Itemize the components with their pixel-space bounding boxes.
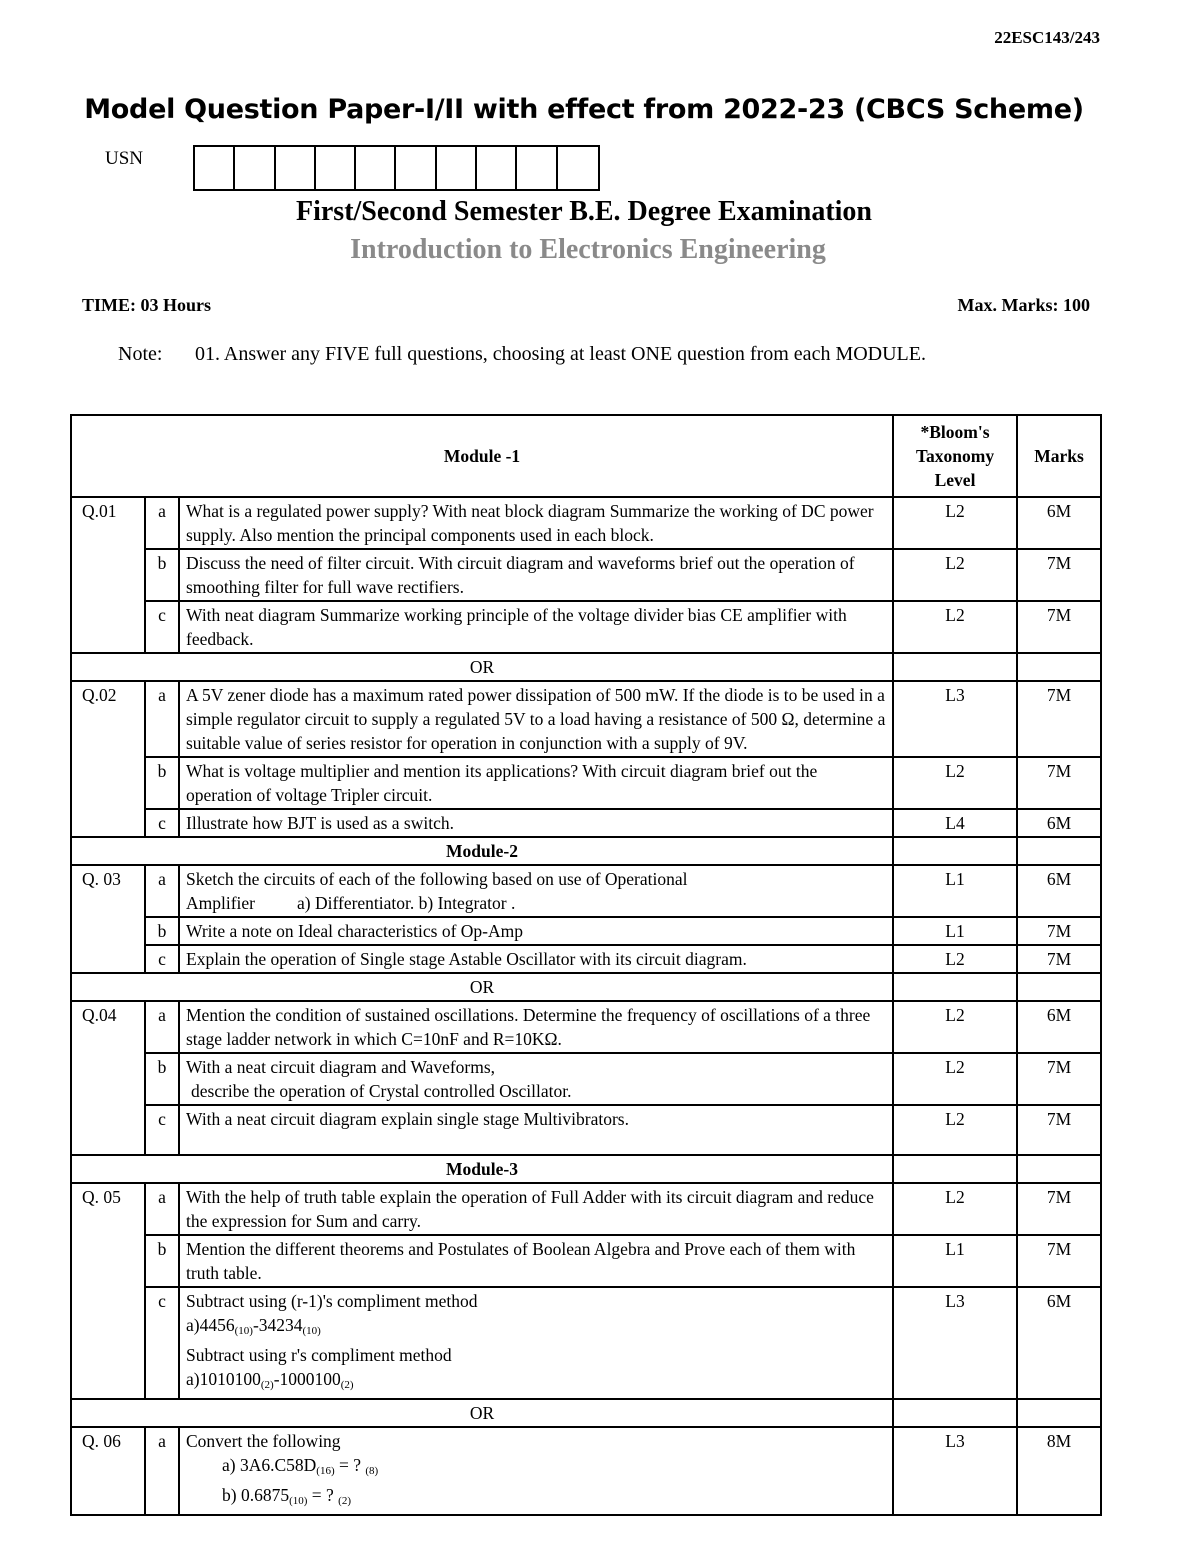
blooms-header: *Bloom's Taxonomy Level: [893, 415, 1017, 497]
usn-box[interactable]: [517, 147, 557, 189]
bloom-level: L3: [893, 681, 1017, 757]
question-line: Subtract using (r-1)'s compliment method: [186, 1291, 478, 1311]
question-line: describe the operation of Crystal controlled Oscillator.: [191, 1081, 572, 1101]
question-line: Convert the following: [186, 1431, 341, 1451]
usn-box[interactable]: [477, 147, 517, 189]
table-row: [71, 917, 1101, 945]
subject-title: Introduction to Electronics Engineering: [350, 234, 826, 265]
bloom-level: L1: [893, 917, 1017, 945]
question-text: Explain the operation of Single stage Astable Oscillator with its circuit diagram.: [179, 945, 893, 973]
module-heading: Module -1: [71, 415, 893, 497]
question-marks: 8M: [1017, 1427, 1101, 1515]
question-fragment: a) Differentiator. b) Integrator .: [297, 893, 516, 913]
question-part: a: [145, 865, 179, 917]
question-number: Q. 06: [71, 1427, 145, 1515]
question-text: Illustrate how BJT is used as a switch.: [179, 809, 893, 837]
question-line: [186, 1313, 886, 1343]
question-fragment: a) 3A6.C58D: [222, 1455, 317, 1475]
question-part: c: [145, 601, 179, 653]
table-row: [71, 1183, 1101, 1235]
bloom-level: L2: [893, 1053, 1017, 1105]
table-row: [71, 549, 1101, 601]
bloom-level: L3: [893, 1427, 1017, 1515]
table-row: [71, 757, 1101, 809]
subscript: (2): [338, 1495, 351, 1507]
question-part: c: [145, 809, 179, 837]
question-text: What is a regulated power supply? With neat block diagram Summarize the working of DC power supply. Also mention the principal components used in each block.: [179, 497, 893, 549]
question-marks: 6M: [1017, 809, 1101, 837]
question-marks: 7M: [1017, 549, 1101, 601]
bloom-level: L4: [893, 809, 1017, 837]
bloom-level: L1: [893, 865, 1017, 917]
question-fragment: a)4456: [186, 1315, 235, 1335]
usn-box[interactable]: [276, 147, 316, 189]
question-part: a: [145, 681, 179, 757]
question-line: [186, 1483, 886, 1513]
bloom-level: L2: [893, 601, 1017, 653]
subscript: (16): [316, 1465, 335, 1477]
question-number: Q. 03: [71, 865, 145, 973]
table-row: [71, 809, 1101, 837]
question-table: [70, 414, 1102, 1516]
usn-box[interactable]: [235, 147, 275, 189]
note-text: 01. Answer any FIVE full questions, choosing at least ONE question from each MODULE.: [195, 343, 926, 365]
table-row: [71, 1001, 1101, 1053]
subscript: (2): [260, 1379, 274, 1391]
table-row: [71, 1287, 1101, 1399]
question-fragment: = ?: [307, 1485, 339, 1505]
question-part: b: [145, 1053, 179, 1105]
question-marks: 7M: [1017, 1053, 1101, 1105]
question-part: b: [145, 1235, 179, 1287]
question-text: [179, 1427, 893, 1515]
subscript: (10): [302, 1325, 321, 1337]
subscript: (8): [365, 1465, 379, 1477]
question-marks: 7M: [1017, 917, 1101, 945]
module-heading: Module-2: [71, 837, 893, 865]
note-label: Note:: [118, 343, 163, 365]
question-text: [179, 1053, 893, 1105]
table-row: [71, 1053, 1101, 1105]
module-row: [71, 837, 1101, 865]
question-marks: 7M: [1017, 1105, 1101, 1155]
usn-box[interactable]: [195, 147, 235, 189]
question-text: With a neat circuit diagram explain single stage Multivibrators.: [179, 1105, 893, 1155]
question-number: Q.01: [71, 497, 145, 653]
question-text: [179, 865, 893, 917]
bloom-level: L2: [893, 1001, 1017, 1053]
table-row: [71, 497, 1101, 549]
question-text: Discuss the need of filter circuit. With circuit diagram and waveforms brief out the operation of smoothing filter for full wave rectifiers.: [179, 549, 893, 601]
question-text: Mention the different theorems and Postulates of Boolean Algebra and Prove each of them with truth table.: [179, 1235, 893, 1287]
table-row: [71, 865, 1101, 917]
or-divider: OR: [71, 973, 893, 1001]
or-divider: OR: [71, 1399, 893, 1427]
question-part: c: [145, 1105, 179, 1155]
usn-box[interactable]: [356, 147, 396, 189]
bloom-level: L2: [893, 1105, 1017, 1155]
question-part: c: [145, 945, 179, 973]
or-row: [71, 653, 1101, 681]
question-part: b: [145, 549, 179, 601]
table-row: [71, 1427, 1101, 1515]
question-line: [186, 1453, 886, 1483]
question-part: a: [145, 1183, 179, 1235]
question-marks: 7M: [1017, 945, 1101, 973]
table-header-row: [71, 415, 1101, 497]
question-marks: 7M: [1017, 757, 1101, 809]
question-line: [186, 1367, 886, 1397]
usn-input-boxes[interactable]: [193, 145, 600, 191]
question-fragment: Amplifier: [186, 893, 256, 913]
question-text: With neat diagram Summarize working principle of the voltage divider bias CE amplifier with feedback.: [179, 601, 893, 653]
question-line: [186, 891, 886, 915]
module-row: [71, 1155, 1101, 1183]
question-marks: 7M: [1017, 601, 1101, 653]
question-line: Subtract using r's compliment method: [186, 1345, 452, 1365]
table-row: [71, 1235, 1101, 1287]
subscript: (10): [234, 1325, 253, 1337]
question-part: a: [145, 497, 179, 549]
table-row: [71, 681, 1101, 757]
question-text: Mention the condition of sustained oscillations. Determine the frequency of oscillations of a three stage ladder network in which C=10nF and R=10KΩ.: [179, 1001, 893, 1053]
bloom-level: L2: [893, 497, 1017, 549]
question-marks: 6M: [1017, 1287, 1101, 1399]
usn-box[interactable]: [558, 147, 598, 189]
table-row: [71, 945, 1101, 973]
or-row: [71, 1399, 1101, 1427]
table-row: [71, 601, 1101, 653]
question-marks: 6M: [1017, 1001, 1101, 1053]
or-divider: OR: [71, 653, 893, 681]
usn-box[interactable]: [437, 147, 477, 189]
page-title: Model Question Paper-I/II with effect from 2022-23 (CBCS Scheme): [84, 94, 1084, 125]
question-text: With the help of truth table explain the operation of Full Adder with its circuit diagram and reduce the expression for Sum and carry.: [179, 1183, 893, 1235]
bloom-level: L2: [893, 1183, 1017, 1235]
question-text: A 5V zener diode has a maximum rated power dissipation of 500 mW. If the diode is to be used in a simple regulator circuit to supply a regulated 5V to a load having a resistance of 500 Ω, determine a suitable value of series resistor for operation in conjunction with a supply of 9V.: [179, 681, 893, 757]
bloom-level: L2: [893, 945, 1017, 973]
exam-time: TIME: 03 Hours: [82, 295, 212, 315]
module-heading: Module-3: [71, 1155, 893, 1183]
or-row: [71, 973, 1101, 1001]
usn-label: USN: [105, 148, 144, 169]
question-fragment: b) 0.6875: [222, 1485, 290, 1505]
question-text: Write a note on Ideal characteristics of Op-Amp: [179, 917, 893, 945]
bloom-level: L2: [893, 549, 1017, 601]
question-fragment: -1000100: [273, 1369, 341, 1389]
max-marks: Max. Marks: 100: [957, 295, 1090, 315]
paper-code: 22ESC143/243: [994, 28, 1100, 47]
usn-box[interactable]: [396, 147, 436, 189]
instructions-note: [118, 343, 926, 366]
question-text: [179, 1287, 893, 1399]
question-number: Q.02: [71, 681, 145, 837]
marks-header: Marks: [1017, 415, 1101, 497]
question-text: What is voltage multiplier and mention its applications? With circuit diagram brief out the operation of voltage Tripler circuit.: [179, 757, 893, 809]
question-part: b: [145, 917, 179, 945]
subscript: (10): [289, 1495, 308, 1507]
question-line: Sketch the circuits of each of the following based on use of Operational: [186, 869, 688, 889]
question-number: Q.04: [71, 1001, 145, 1155]
question-marks: 7M: [1017, 1235, 1101, 1287]
table-row: [71, 1105, 1101, 1155]
question-fragment: a)1010100: [186, 1369, 261, 1389]
bloom-level: L1: [893, 1235, 1017, 1287]
subscript: (2): [340, 1379, 354, 1391]
question-marks: 6M: [1017, 497, 1101, 549]
bloom-level: L3: [893, 1287, 1017, 1399]
question-marks: 7M: [1017, 681, 1101, 757]
question-marks: 6M: [1017, 865, 1101, 917]
question-fragment: -34234: [252, 1315, 303, 1335]
question-line: With a neat circuit diagram and Waveforms,: [186, 1057, 496, 1077]
usn-box[interactable]: [316, 147, 356, 189]
question-part: a: [145, 1001, 179, 1053]
bloom-level: L2: [893, 757, 1017, 809]
question-fragment: = ?: [334, 1455, 366, 1475]
question-marks: 7M: [1017, 1183, 1101, 1235]
exam-title: First/Second Semester B.E. Degree Examination: [295, 196, 872, 227]
question-part: a: [145, 1427, 179, 1515]
question-part: c: [145, 1287, 179, 1399]
question-number: Q. 05: [71, 1183, 145, 1399]
question-part: b: [145, 757, 179, 809]
